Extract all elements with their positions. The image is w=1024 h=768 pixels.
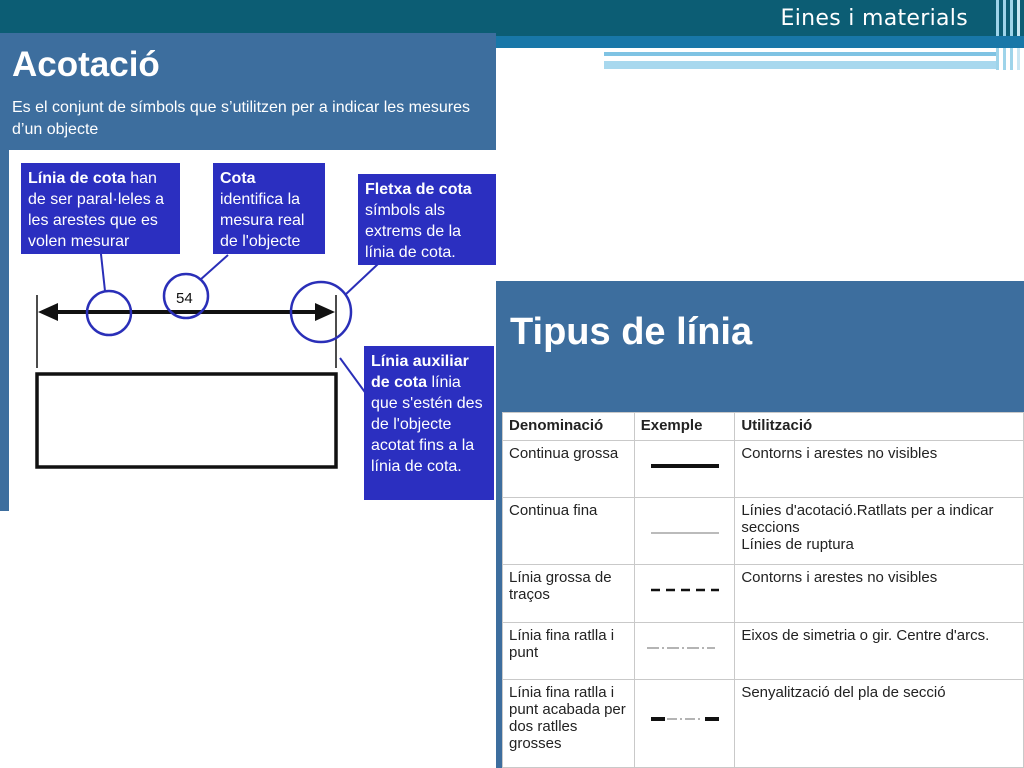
line-name: Línia fina ratlla i punt acabada per dos ratlles grosses — [503, 680, 635, 768]
callout-term: Línia auxiliar de cota — [371, 353, 469, 391]
line-example-dash-dot — [635, 623, 737, 680]
line-example — [634, 565, 735, 623]
line-types-table — [502, 412, 1024, 768]
callout-arrowhead — [358, 174, 496, 265]
leader-value — [200, 255, 228, 280]
arrowhead-right — [315, 303, 335, 321]
callout-term: Fletxa de cota — [365, 181, 472, 198]
line-use: Línies d'acotació.Ratllats per a indicar seccions Línies de ruptura — [735, 498, 1024, 565]
leader-arrow — [345, 264, 378, 295]
acotacio-panel — [0, 33, 496, 511]
acotacio-title: Acotació — [12, 45, 160, 84]
header-rule — [604, 61, 996, 69]
leader-auxiliary — [340, 358, 367, 395]
line-example-thick-solid — [635, 441, 737, 498]
line-example-dashed — [635, 565, 737, 623]
column-header-exemple: Exemple — [634, 413, 735, 441]
callout-term: Cota — [220, 170, 256, 187]
acotacio-description: Es el conjunt de símbols que s’utilitzen per a indicar les mesures d’un objecte — [12, 99, 470, 138]
table-row — [503, 441, 1024, 498]
measured-object — [37, 374, 336, 467]
line-use: Contorns i arestes no visibles — [735, 441, 1024, 498]
table-row — [503, 623, 1024, 680]
line-use: Contorns i arestes no visibles — [735, 565, 1024, 623]
line-use: Senyalització del pla de secció — [735, 680, 1024, 768]
callout-dimension-line — [21, 163, 180, 254]
callout-text: identifica la mesura real de l'objecte — [220, 191, 305, 250]
line-example — [634, 441, 735, 498]
table-row — [503, 498, 1024, 565]
dimension-value: 54 — [176, 290, 193, 307]
line-example-thin-solid — [635, 498, 737, 565]
arrowhead-left — [38, 303, 58, 321]
tipus-linia-panel — [496, 281, 1024, 768]
line-example — [634, 680, 735, 768]
callout-dimension-value — [213, 163, 325, 254]
slide-title: Eines i materials — [780, 6, 968, 31]
column-header-utilitzacio: Utilització — [735, 413, 1024, 441]
callout-text: línia que s'estén des de l'objecte acotat fins a la línia de cota. — [371, 374, 483, 475]
header-rule — [604, 52, 996, 56]
header-decoration — [994, 0, 1024, 70]
tipus-linia-title: Tipus de línia — [510, 311, 753, 353]
line-name: Línia grossa de traços — [503, 565, 635, 623]
callout-term: Línia de cota — [28, 170, 126, 187]
line-example — [634, 498, 735, 565]
table-header-row — [503, 413, 1024, 441]
table-row — [503, 565, 1024, 623]
line-example-dash-dot-thick-ends — [635, 680, 737, 768]
callout-text: símbols als extrems de la línia de cota. — [365, 202, 462, 261]
table-row — [503, 680, 1024, 768]
column-header-denominacio: Denominació — [503, 413, 635, 441]
header-rule — [496, 36, 1024, 48]
callout-auxiliary-line — [364, 346, 494, 500]
line-name: Continua grossa — [503, 441, 635, 498]
line-name: Continua fina — [503, 498, 635, 565]
line-name: Línia fina ratlla i punt — [503, 623, 635, 680]
line-use: Eixos de simetria o gir. Centre d'arcs. — [735, 623, 1024, 680]
callout-text: han de ser paral·leles a les arestes que es volen mesurar — [28, 170, 165, 250]
line-example — [634, 623, 735, 680]
